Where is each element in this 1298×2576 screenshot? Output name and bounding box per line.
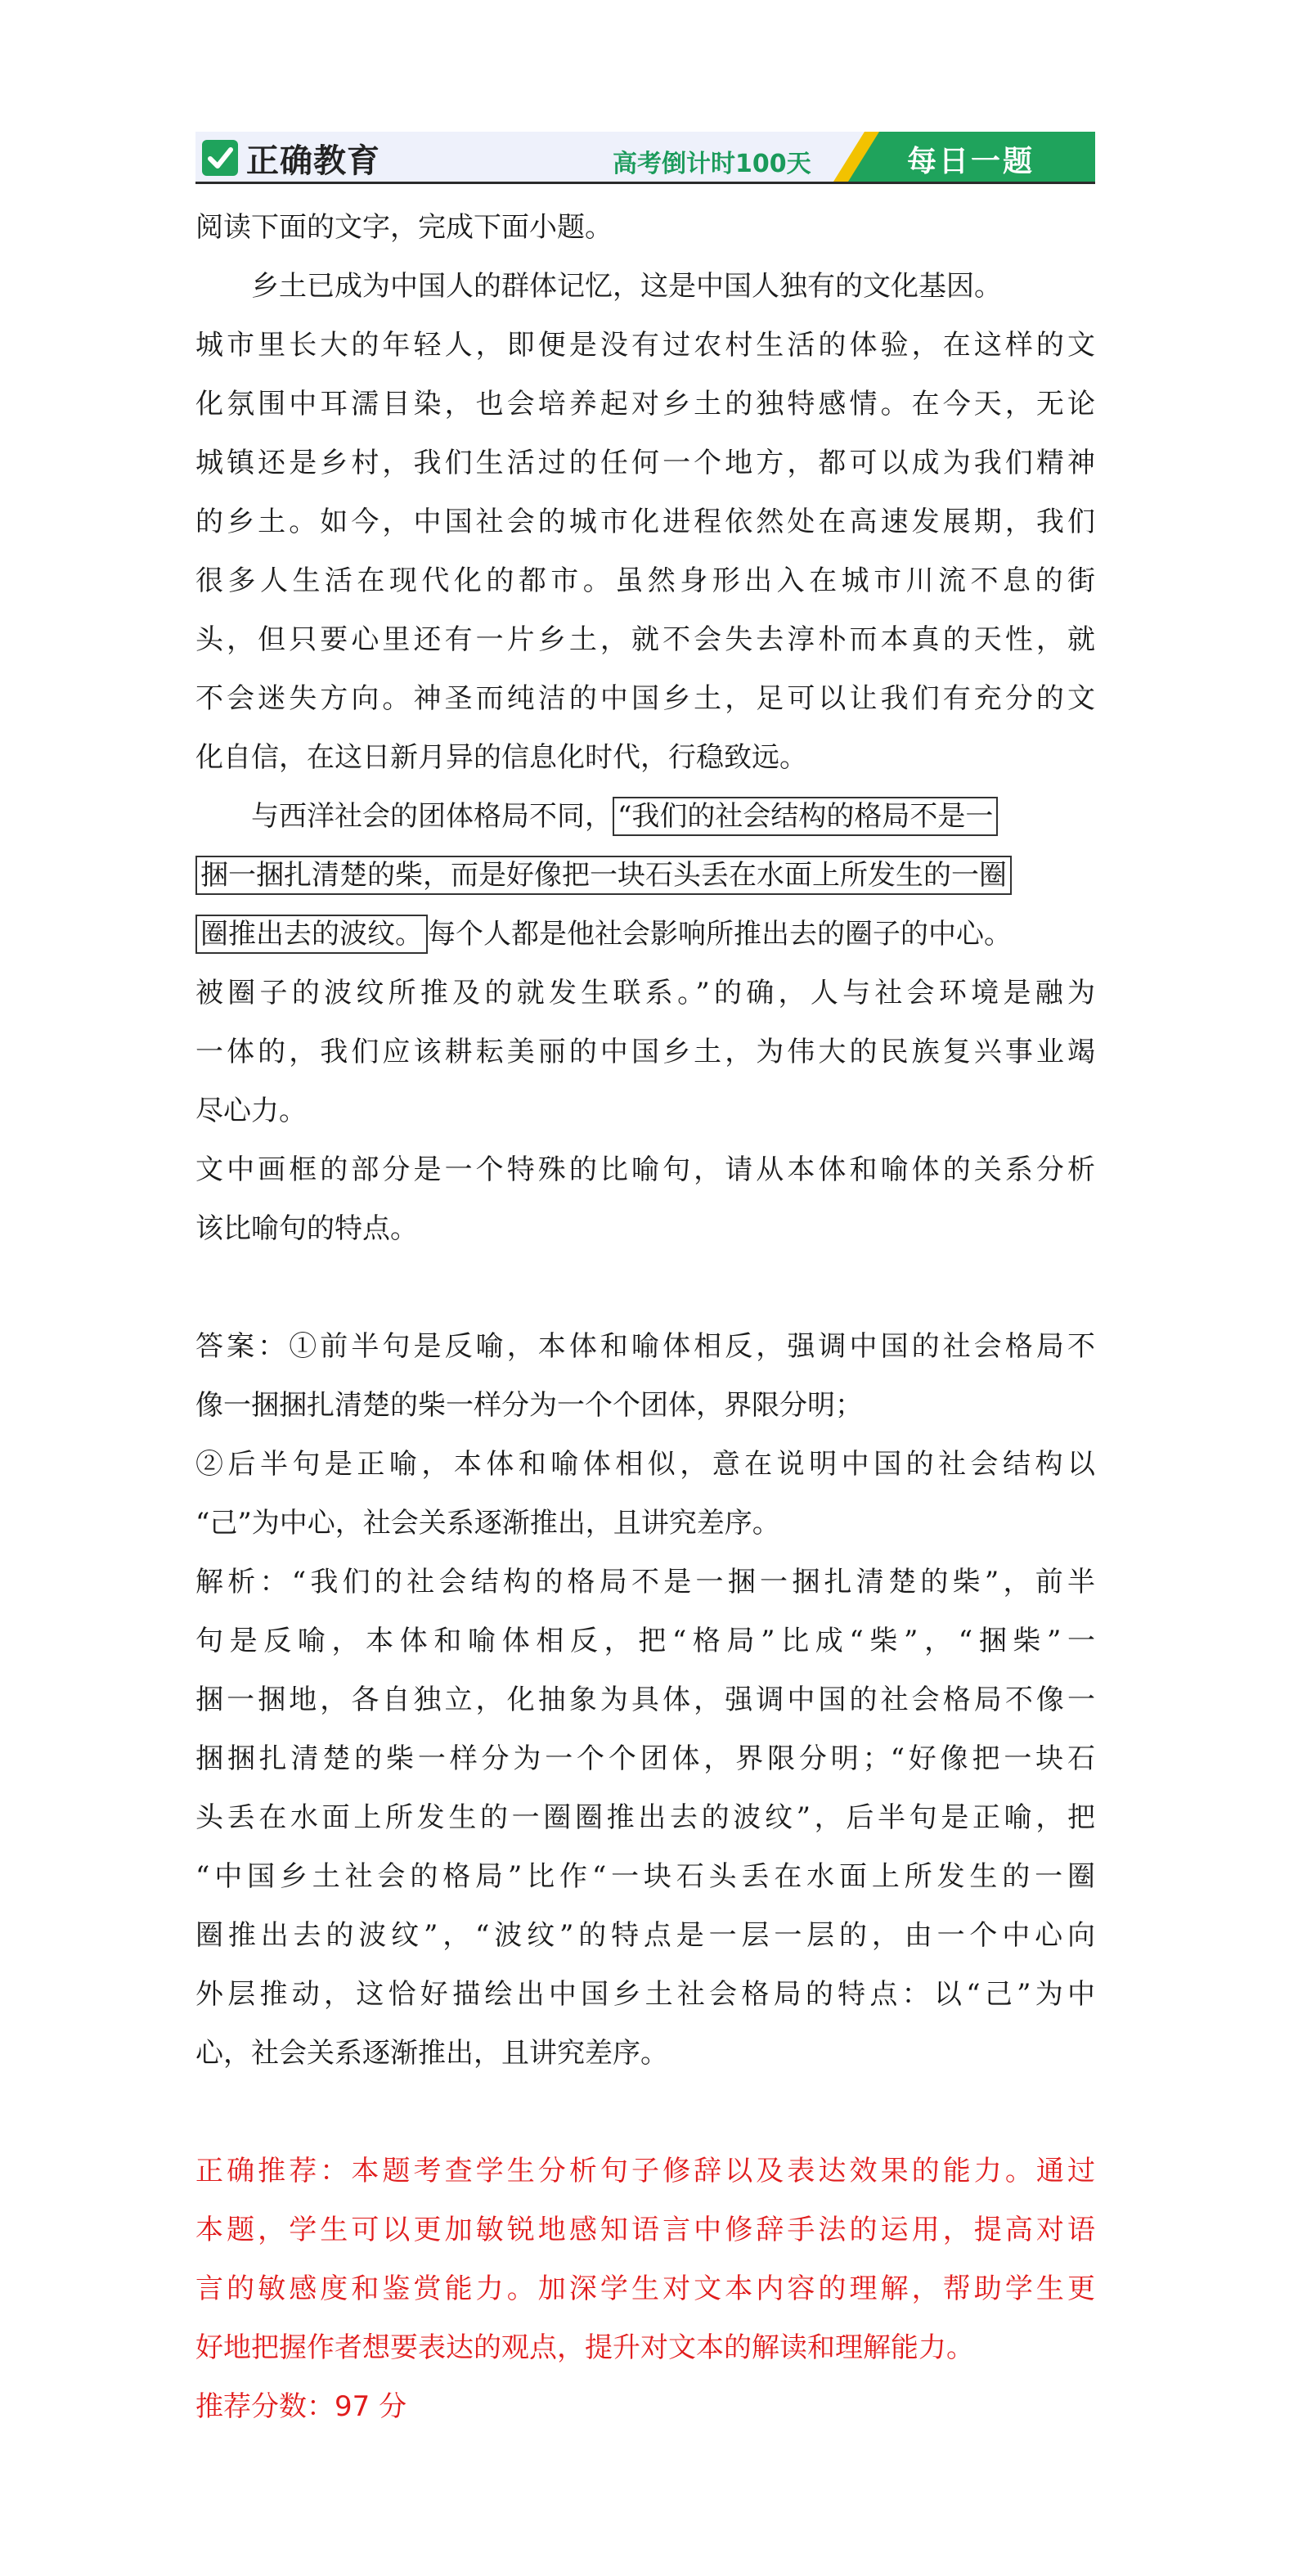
- recommended-score: 推荐分数：97 分: [195, 2390, 407, 2423]
- analysis-line: 心，社会关系逐渐推出，且讲究差序。: [195, 2037, 668, 2070]
- analysis-line: 解析：“我们的社会结构的格局不是一捆一捆扎清楚的柴”，前半: [195, 1566, 1095, 1598]
- brand-logo: [202, 138, 380, 178]
- question: [195, 1140, 1095, 1258]
- passage-line: 的乡土。如今，中国社会的城市化进程依然处在高速发展期，我们: [195, 506, 1095, 538]
- recommendation-line: 正确推荐：本题考查学生分析句子修辞以及表达效果的能力。通过: [195, 2155, 1095, 2187]
- checkmark-icon: [202, 140, 238, 176]
- analysis-line: 捆捆扎清楚的柴一样分为一个个团体，界限分明；“好像把一块石: [195, 1742, 1095, 1775]
- passage-line: 化自信，在这日新月异的信息化时代，行稳致远。: [195, 741, 807, 774]
- analysis-line: 句是反喻，本体和喻体相反，把“格局”比成“柴”，“捆柴”一: [195, 1625, 1095, 1657]
- passage-paragraph-2: [195, 787, 1095, 1140]
- instruction-text: 阅读下面的文字，完成下面小题。: [195, 211, 613, 244]
- passage-line: 尽心力。: [195, 1095, 307, 1127]
- passage-line: 乡土已成为中国人的群体记忆，这是中国人独有的文化基因。: [251, 270, 1002, 303]
- recommendation-line: 好地把握作者想要表达的观点，提升对文本的解读和理解能力。: [195, 2331, 974, 2364]
- passage-line: [195, 905, 1095, 964]
- passage-line: [195, 846, 1095, 905]
- boxed-metaphor: “我们的社会结构的格局不是一: [613, 797, 998, 836]
- daily-question-badge: [833, 132, 1095, 182]
- passage-text: 每个人都是他社会影响所推出去的圈子的中心。: [428, 918, 1012, 951]
- daily-question-label: 每日一题: [907, 145, 1035, 178]
- analysis: [195, 1553, 1095, 2083]
- passage-line: 被圈子的波纹所推及的就发生联系。”的确，人与社会环境是融为: [195, 977, 1095, 1009]
- passage-text: 与西洋社会的团体格局不同，: [251, 800, 613, 833]
- analysis-line: 头丢在水面上所发生的一圈圈推出去的波纹”，后半句是正喻，把: [195, 1801, 1095, 1834]
- recommendation-line: 言的敏感度和鉴赏能力。加深学生对文本内容的理解，帮助学生更: [195, 2273, 1095, 2305]
- passage-line: 不会迷失方向。神圣而纯洁的中国乡土，足可以让我们有充分的文: [195, 682, 1095, 715]
- passage-line: 城镇还是乡村，我们生活过的任何一个地方，都可以成为我们精神: [195, 447, 1095, 479]
- analysis-line: “中国乡土社会的格局”比作“一块石头丢在水面上所发生的一圈: [195, 1860, 1095, 1893]
- passage-line: 城市里长大的年轻人，即便是没有过农村生活的体验，在这样的文: [195, 329, 1095, 362]
- answer-line: 像一捆捆扎清楚的柴一样分为一个个团体，界限分明；: [195, 1389, 863, 1422]
- passage-line: 一体的，我们应该耕耘美丽的中国乡土，为伟大的民族复兴事业竭: [195, 1036, 1095, 1068]
- passage-paragraph-1: [195, 257, 1095, 787]
- boxed-metaphor: 圈推出去的波纹。: [195, 915, 428, 954]
- header-banner: [195, 132, 1095, 184]
- analysis-line: 外层推动，这恰好描绘出中国乡土社会格局的特点：以“己”为中: [195, 1978, 1095, 2011]
- boxed-metaphor: 捆一捆扎清楚的柴，而是好像把一块石头丢在水面上所发生的一圈: [195, 856, 1012, 895]
- brand-name: 正确教育: [246, 142, 380, 180]
- recommendation: [195, 2142, 1095, 2436]
- question-line: 该比喻句的特点。: [195, 1212, 418, 1245]
- analysis-line: 圈推出去的波纹”，“波纹”的特点是一层一层的，由一个中心向: [195, 1919, 1095, 1952]
- answer-line: “己”为中心，社会关系逐渐推出，且讲究差序。: [195, 1507, 780, 1540]
- answer: [195, 1317, 1095, 1553]
- analysis-line: 捆一捆地，各自独立，化抽象为具体，强调中国的社会格局不像一: [195, 1684, 1095, 1716]
- passage-line: 头，但只要心里还有一片乡土，就不会失去淳朴而本真的天性，就: [195, 623, 1095, 656]
- passage-line: [195, 787, 1095, 846]
- instruction: [195, 198, 1095, 257]
- answer-line: 答案：①前半句是反喻，本体和喻体相反，强调中国的社会格局不: [195, 1330, 1095, 1363]
- passage-line: 化氛围中耳濡目染，也会培养起对乡土的独特感情。在今天，无论: [195, 388, 1095, 420]
- countdown-label: 高考倒计时100天: [613, 150, 811, 178]
- recommendation-line: 本题，学生可以更加敏锐地感知语言中修辞手法的运用，提高对语: [195, 2214, 1095, 2246]
- question-line: 文中画框的部分是一个特殊的比喻句，请从本体和喻体的关系分析: [195, 1153, 1095, 1186]
- passage-line: 很多人生活在现代化的都市。虽然身形出入在城市川流不息的街: [195, 564, 1095, 597]
- answer-line: ②后半句是正喻，本体和喻体相似，意在说明中国的社会结构以: [195, 1448, 1095, 1481]
